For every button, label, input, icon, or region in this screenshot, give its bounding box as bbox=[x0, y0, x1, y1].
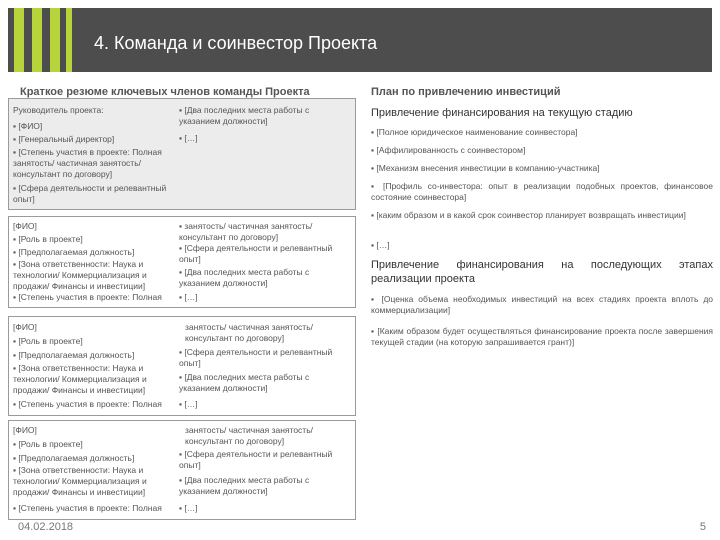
section-current-title: Привлечение финансирования на текущую стадию bbox=[371, 107, 633, 119]
member-box bbox=[8, 216, 356, 308]
accent-bar bbox=[50, 8, 60, 72]
lead-role: Руководитель проекта: bbox=[13, 105, 104, 115]
current-bullet: ▪ [Полное юридическое наименование соинвестора] bbox=[371, 127, 713, 138]
member-role: ▪ [Роль в проекте] bbox=[13, 336, 83, 347]
current-bullet: ▪ [Механизм внесения инвестиции в компанию-участника] bbox=[371, 163, 713, 174]
member-involvement: ▪ [Степень участия в проекте: Полная bbox=[13, 399, 162, 410]
member-involvement-cont: занятость/ частичная занятость/ консультант по договору] bbox=[185, 425, 313, 446]
current-bullet: ▪ [каким образом и в какой срок соинвестор планирует возвращать инвестиции] bbox=[371, 210, 713, 221]
member-name: [ФИО] bbox=[13, 322, 37, 332]
member-etc: ▪ […] bbox=[179, 292, 198, 303]
lead-position: ▪ [Генеральный директор] bbox=[13, 134, 114, 145]
member-involvement-cont: занятость/ частичная занятость/ консультант по договору] bbox=[185, 322, 313, 343]
lead-etc: ▪ […] bbox=[179, 133, 198, 144]
section-future-title: Привлечение финансирования на последующих этапах реализации проекта bbox=[371, 259, 713, 285]
member-area: ▪ [Зона ответственности: Наука и технологии/ Коммерциализация и продажи/ Финансы и инвестиции] bbox=[13, 363, 175, 396]
team-heading: Краткое резюме ключевых членов команды Проекта bbox=[20, 86, 310, 98]
lead-last-jobs: ▪ [Два последних места работы с указанием должности] bbox=[179, 105, 341, 127]
investment-heading: План по привлечению инвестиций bbox=[371, 86, 561, 98]
page-number: 5 bbox=[699, 521, 706, 533]
member-involvement: ▪ [Степень участия в проекте: Полная bbox=[13, 503, 162, 514]
member-name: [ФИО] bbox=[13, 221, 37, 231]
member-box bbox=[8, 316, 356, 416]
member-field: ▪ [Сфера деятельности и релевантный опыт] bbox=[179, 449, 349, 471]
member-position: ▪ [Предполагаемая должность] bbox=[13, 453, 134, 464]
member-name: [ФИО] bbox=[13, 425, 37, 435]
member-last-jobs: ▪ [Два последних места работы с указанием должности] bbox=[179, 372, 341, 394]
member-etc: ▪ […] bbox=[179, 503, 198, 514]
accent-bar bbox=[66, 8, 72, 72]
current-bullet: ▪ [Профиль со-инвестора: опыт в реализации подобных проектов, финансовое состояние соинвестора] bbox=[371, 181, 713, 203]
lead-involvement: ▪ [Степень участия в проекте: Полная занятость/ частичная занятость/ консультант по договору] bbox=[13, 147, 183, 180]
lead-field: ▪ [Сфера деятельности и релевантный опыт] bbox=[13, 183, 189, 205]
member-area: ▪ [Зона ответственности: Наука и технологии/ Коммерциализация и продажи/ Финансы и инвестиции] bbox=[13, 465, 175, 498]
member-position: ▪ [Предполагаемая должность] bbox=[13, 247, 134, 258]
lead-name: ▪ [ФИО] bbox=[13, 121, 42, 132]
lead-box bbox=[8, 98, 356, 210]
current-bullet: ▪ [Аффилированность с соинвестором] bbox=[371, 145, 713, 156]
member-involvement: ▪ [Степень участия в проекте: Полная bbox=[13, 292, 162, 303]
member-field: ▪ [Сфера деятельности и релевантный опыт] bbox=[179, 243, 349, 265]
slide-header bbox=[8, 8, 712, 72]
member-last-jobs: ▪ [Два последних места работы с указанием должности] bbox=[179, 475, 341, 497]
current-bullet: ▪ […] bbox=[371, 240, 713, 251]
future-bullet: ▪ [Каким образом будет осуществляться финансирование проекта после завершения текущей стадии (на которую запрашивается грант)] bbox=[371, 326, 713, 348]
member-role: ▪ [Роль в проекте] bbox=[13, 234, 83, 245]
accent-bar bbox=[32, 8, 42, 72]
member-role: ▪ [Роль в проекте] bbox=[13, 439, 83, 450]
member-involvement-cont: ▪ занятость/ частичная занятость/ консультант по договору] bbox=[179, 221, 313, 242]
future-bullet: ▪ [Оценка объема необходимых инвестиций на всех стадиях проекта вплоть до коммерциализации] bbox=[371, 294, 713, 316]
slide-title: 4. Команда и соинвестор Проекта bbox=[94, 33, 378, 53]
member-last-jobs: ▪ [Два последних места работы с указанием должности] bbox=[179, 267, 341, 289]
accent-bar bbox=[14, 8, 24, 72]
footer-date: 04.02.2018 bbox=[18, 521, 74, 533]
member-etc: ▪ […] bbox=[179, 399, 198, 410]
member-position: ▪ [Предполагаемая должность] bbox=[13, 350, 134, 361]
member-box bbox=[8, 420, 356, 520]
member-field: ▪ [Сфера деятельности и релевантный опыт] bbox=[179, 347, 349, 369]
member-area: ▪ [Зона ответственности: Наука и технологии/ Коммерциализация и продажи/ Финансы и инвестиции] bbox=[13, 259, 175, 292]
